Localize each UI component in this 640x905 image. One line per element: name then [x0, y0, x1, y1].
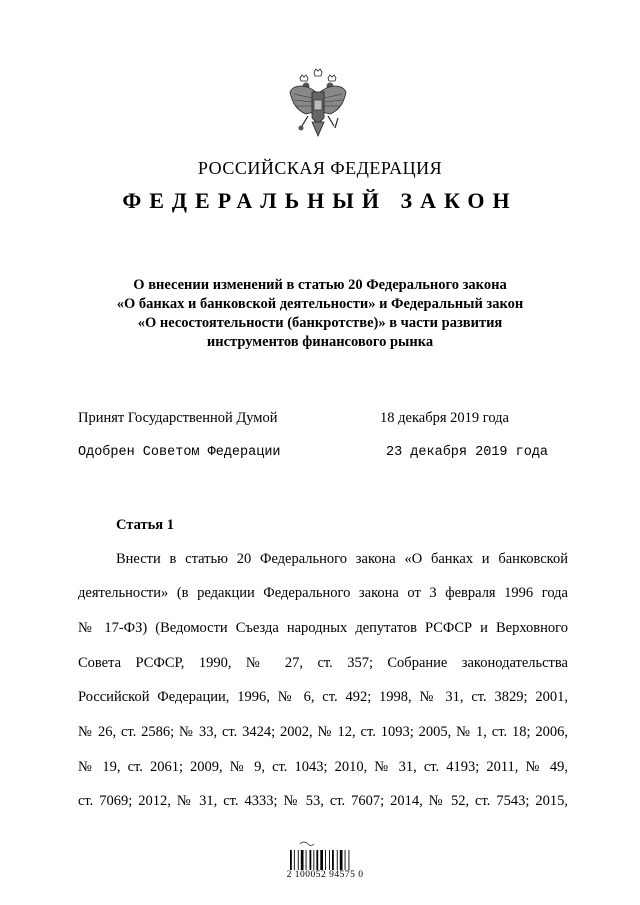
title-line: «О несостоятельности (банкротстве)» в части развития: [137, 315, 503, 331]
law-type: ФЕДЕРАЛЬНЫЙ ЗАКОН: [122, 188, 518, 213]
article-text-line: Совета РСФСР, 1990, № 27, ст. 357; Собрание законодательства: [78, 655, 568, 671]
title-line: О внесении изменений в статью 20 Федерального закона: [133, 277, 507, 293]
article-text-line: деятельности» (в редакции Федерального закона от 3 февраля 1996 года: [78, 585, 568, 601]
article-text-line: Внести в статью 20 Федерального закона «О банках и банковской: [116, 551, 568, 567]
country-name: РОССИЙСКАЯ ФЕДЕРАЦИЯ: [197, 158, 443, 178]
council-approval-label: Одобрен Советом Федерации: [78, 445, 281, 460]
duma-adoption-label: Принят Государственной Думой: [78, 410, 278, 426]
duma-adoption-date: 18 декабря 2019 года: [380, 410, 509, 426]
council-approval-date: 23 декабря 2019 года: [386, 445, 549, 460]
article-text-line: № 26, ст. 2586; № 33, ст. 3424; 2002, № 12, ст. 1093; 2005, № 1, ст. 18; 2006,: [78, 724, 568, 740]
article-text-line: ст. 7069; 2012, № 31, ст. 4333; № 53, ст. 7607; 2014, № 52, ст. 7543; 2015,: [78, 793, 568, 809]
russian-coat-of-arms-icon: [286, 68, 350, 142]
article-text-line: № 17-ФЗ) (Ведомости Съезда народных депутатов РСФСР и Верховного: [78, 620, 568, 636]
article-text-line: Российской Федерации, 1996, № 6, ст. 492; 1998, № 31, ст. 3829; 2001,: [78, 689, 568, 705]
law-title: [100, 276, 540, 352]
article-text-line: № 19, ст. 2061; 2009, № 9, ст. 1043; 2010, № 31, ст. 4193; 2011, № 49,: [78, 759, 568, 775]
barcode-number: 2 100052 94575 0: [286, 870, 364, 880]
title-line: инструментов финансового рынка: [206, 334, 434, 350]
title-line: «О банках и банковской деятельности» и Федеральный закон: [116, 296, 524, 312]
article-heading: Статья 1: [116, 517, 174, 533]
